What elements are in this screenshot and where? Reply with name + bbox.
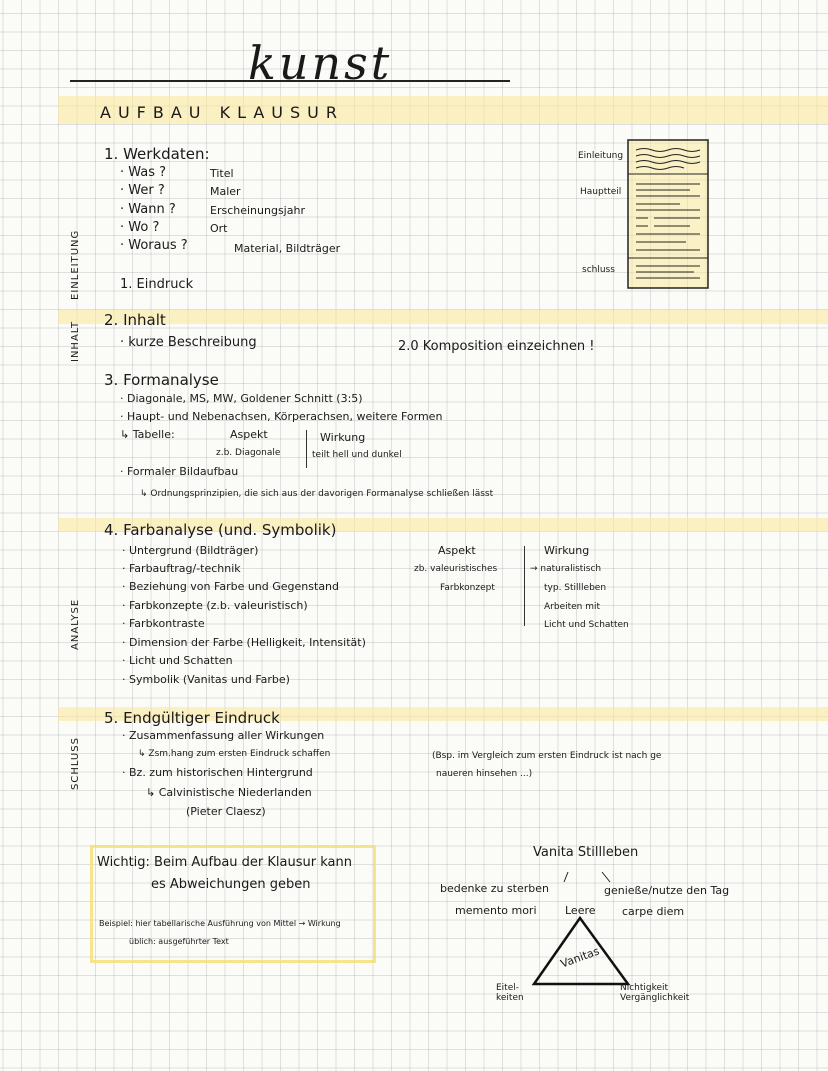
sec4-item7: · Licht und Schatten (122, 654, 233, 667)
sec1-a4: Ort (210, 222, 228, 235)
important-ueblich: üblich: ausgeführter Text (129, 937, 229, 946)
vanitas-right2: carpe diem (622, 905, 685, 918)
sec1-a1: Titel (210, 167, 234, 180)
sec4-table-farbkonzept: Farbkonzept (440, 583, 495, 593)
sec3-table-bsp-wirkung: teilt hell und dunkel (312, 450, 402, 460)
sec4-table-wirkung: Wirkung (544, 544, 590, 557)
sec5-item4: naueren hinsehen ...) (436, 769, 533, 779)
vanitas-left1: bedenke zu sterben (440, 882, 550, 895)
important-line1: Wichtig: Beim Aufbau der Klausur kann (97, 855, 352, 870)
sec4-item3: · Beziehung von Farbe und Gegenstand (122, 580, 340, 593)
sketch-label-hauptteil: Hauptteil (580, 187, 622, 197)
sec1-a5: Material, Bildträger (234, 242, 341, 255)
vanitas-title: Vanita Stillleben (533, 845, 639, 860)
side-label-analyse: ANALYSE (70, 598, 81, 650)
sec4-item2: · Farbauftrag/-technik (122, 562, 241, 575)
side-label-einleitung: EINLEITUNG (70, 229, 81, 300)
sec4-item4: · Farbkonzepte (z.b. valeuristisch) (122, 599, 308, 612)
sec4-table-w3: Arbeiten mit (544, 602, 601, 612)
sec4-item6: · Dimension der Farbe (Helligkeit, Intensität) (122, 636, 366, 649)
sec2-item: · kurze Beschreibung (120, 335, 257, 350)
sec4-table-divider (524, 546, 525, 626)
sec1-a3: Erscheinungsjahr (210, 204, 305, 217)
sec1-q1: · Was ? (120, 165, 167, 180)
sec3-item5: ↳ Ordnungsprinzipien, die sich aus der davorigen Formanalyse schließen lässt (140, 489, 494, 499)
vanitas-triangle (520, 866, 640, 996)
sec3-item2: · Haupt- und Nebenachsen, Körperachsen, weitere Formen (120, 410, 443, 423)
sec4-heading: 4. Farbanalyse (und. Symbolik) (104, 521, 337, 539)
page-subtitle: AUFBAU KLAUSUR (100, 103, 344, 122)
sec4-item5: · Farbkontraste (122, 617, 205, 630)
sec2-note: 2.0 Komposition einzeichnen ! (398, 339, 595, 354)
sec5-heading: 5. Endgültiger Eindruck (104, 709, 280, 727)
important-beispiel: Beispiel: hier tabellarische Ausführung von Mittel → Wirkung (99, 919, 341, 928)
vanitas-right1: genieße/nutze den Tag (604, 884, 730, 897)
side-label-inhalt: INHALT (70, 320, 81, 362)
page-title: kunst (248, 36, 393, 90)
sec5-item2: ↳ Zsm.hang zum ersten Eindruck schaffen (138, 749, 331, 759)
sec1-q4: · Wo ? (120, 220, 160, 235)
sec4-item8: · Symbolik (Vanitas und Farbe) (122, 673, 290, 686)
vanitas-leere: Leere (565, 904, 596, 917)
sec5-item3: (Bsp. im Vergleich zum ersten Eindruck ist nach ge (432, 751, 662, 761)
sec1-q3: · Wann ? (120, 202, 176, 217)
sec3-item3: ↳ Tabelle: (120, 428, 175, 441)
sec4-table-zb: zb. valeuristisches (414, 564, 498, 574)
sec5-item6: ↳ Calvinistische Niederlanden (146, 786, 312, 799)
sec1-q2: · Wer ? (120, 183, 165, 198)
sec3-table-aspekt: Aspekt (230, 428, 268, 441)
sec1-heading: 1. Werkdaten: (104, 145, 210, 163)
sec1-q5: · Woraus ? (120, 238, 188, 253)
sec3-heading: 3. Formanalyse (104, 371, 219, 389)
important-line2: es Abweichungen geben (151, 877, 311, 892)
page-layout-sketch (620, 134, 716, 296)
sec1-eindruck: 1. Eindruck (120, 277, 194, 292)
sec5-item5: · Bz. zum historischen Hintergrund (122, 766, 313, 779)
important-box (90, 845, 376, 963)
sec4-table-w2: typ. Stillleben (544, 583, 607, 593)
sec3-item1: · Diagonale, MS, MW, Goldener Schnitt (3:5) (120, 392, 363, 405)
sec4-table-w1: → naturalistisch (530, 564, 602, 574)
sec5-item1: · Zusammenfassung aller Wirkungen (122, 729, 325, 742)
sec4-table-aspekt: Aspekt (438, 544, 476, 557)
sec3-table-wirkung: Wirkung (320, 431, 366, 444)
sec1-a2: Maler (210, 185, 241, 198)
sec4-item1: · Untergrund (Bildträger) (122, 544, 259, 557)
vanitas-bottom-left: Eitel-keiten (496, 983, 524, 1003)
sec3-table-divider (306, 430, 307, 468)
vanitas-center: Vanitas (558, 944, 602, 971)
sec2-heading: 2. Inhalt (104, 311, 166, 329)
sec3-table-bsp: z.b. Diagonale (216, 448, 281, 458)
vanitas-bottom-right: Nichtigkeit Vergänglichkeit (620, 983, 690, 1003)
vanitas-left2: memento mori (455, 904, 537, 917)
sec4-table-w4: Licht und Schatten (544, 620, 629, 630)
vanitas-link-left (564, 872, 568, 882)
sec3-item4: · Formaler Bildaufbau (120, 465, 239, 478)
sketch-label-schluss: schluss (582, 265, 615, 275)
sketch-label-einleitung: Einleitung (578, 151, 624, 161)
sec2-highlight (58, 310, 828, 324)
side-label-schluss: SCHLUSS (70, 737, 81, 790)
sec5-item7: (Pieter Claesz) (186, 805, 266, 818)
vanitas-link-right (602, 872, 610, 882)
